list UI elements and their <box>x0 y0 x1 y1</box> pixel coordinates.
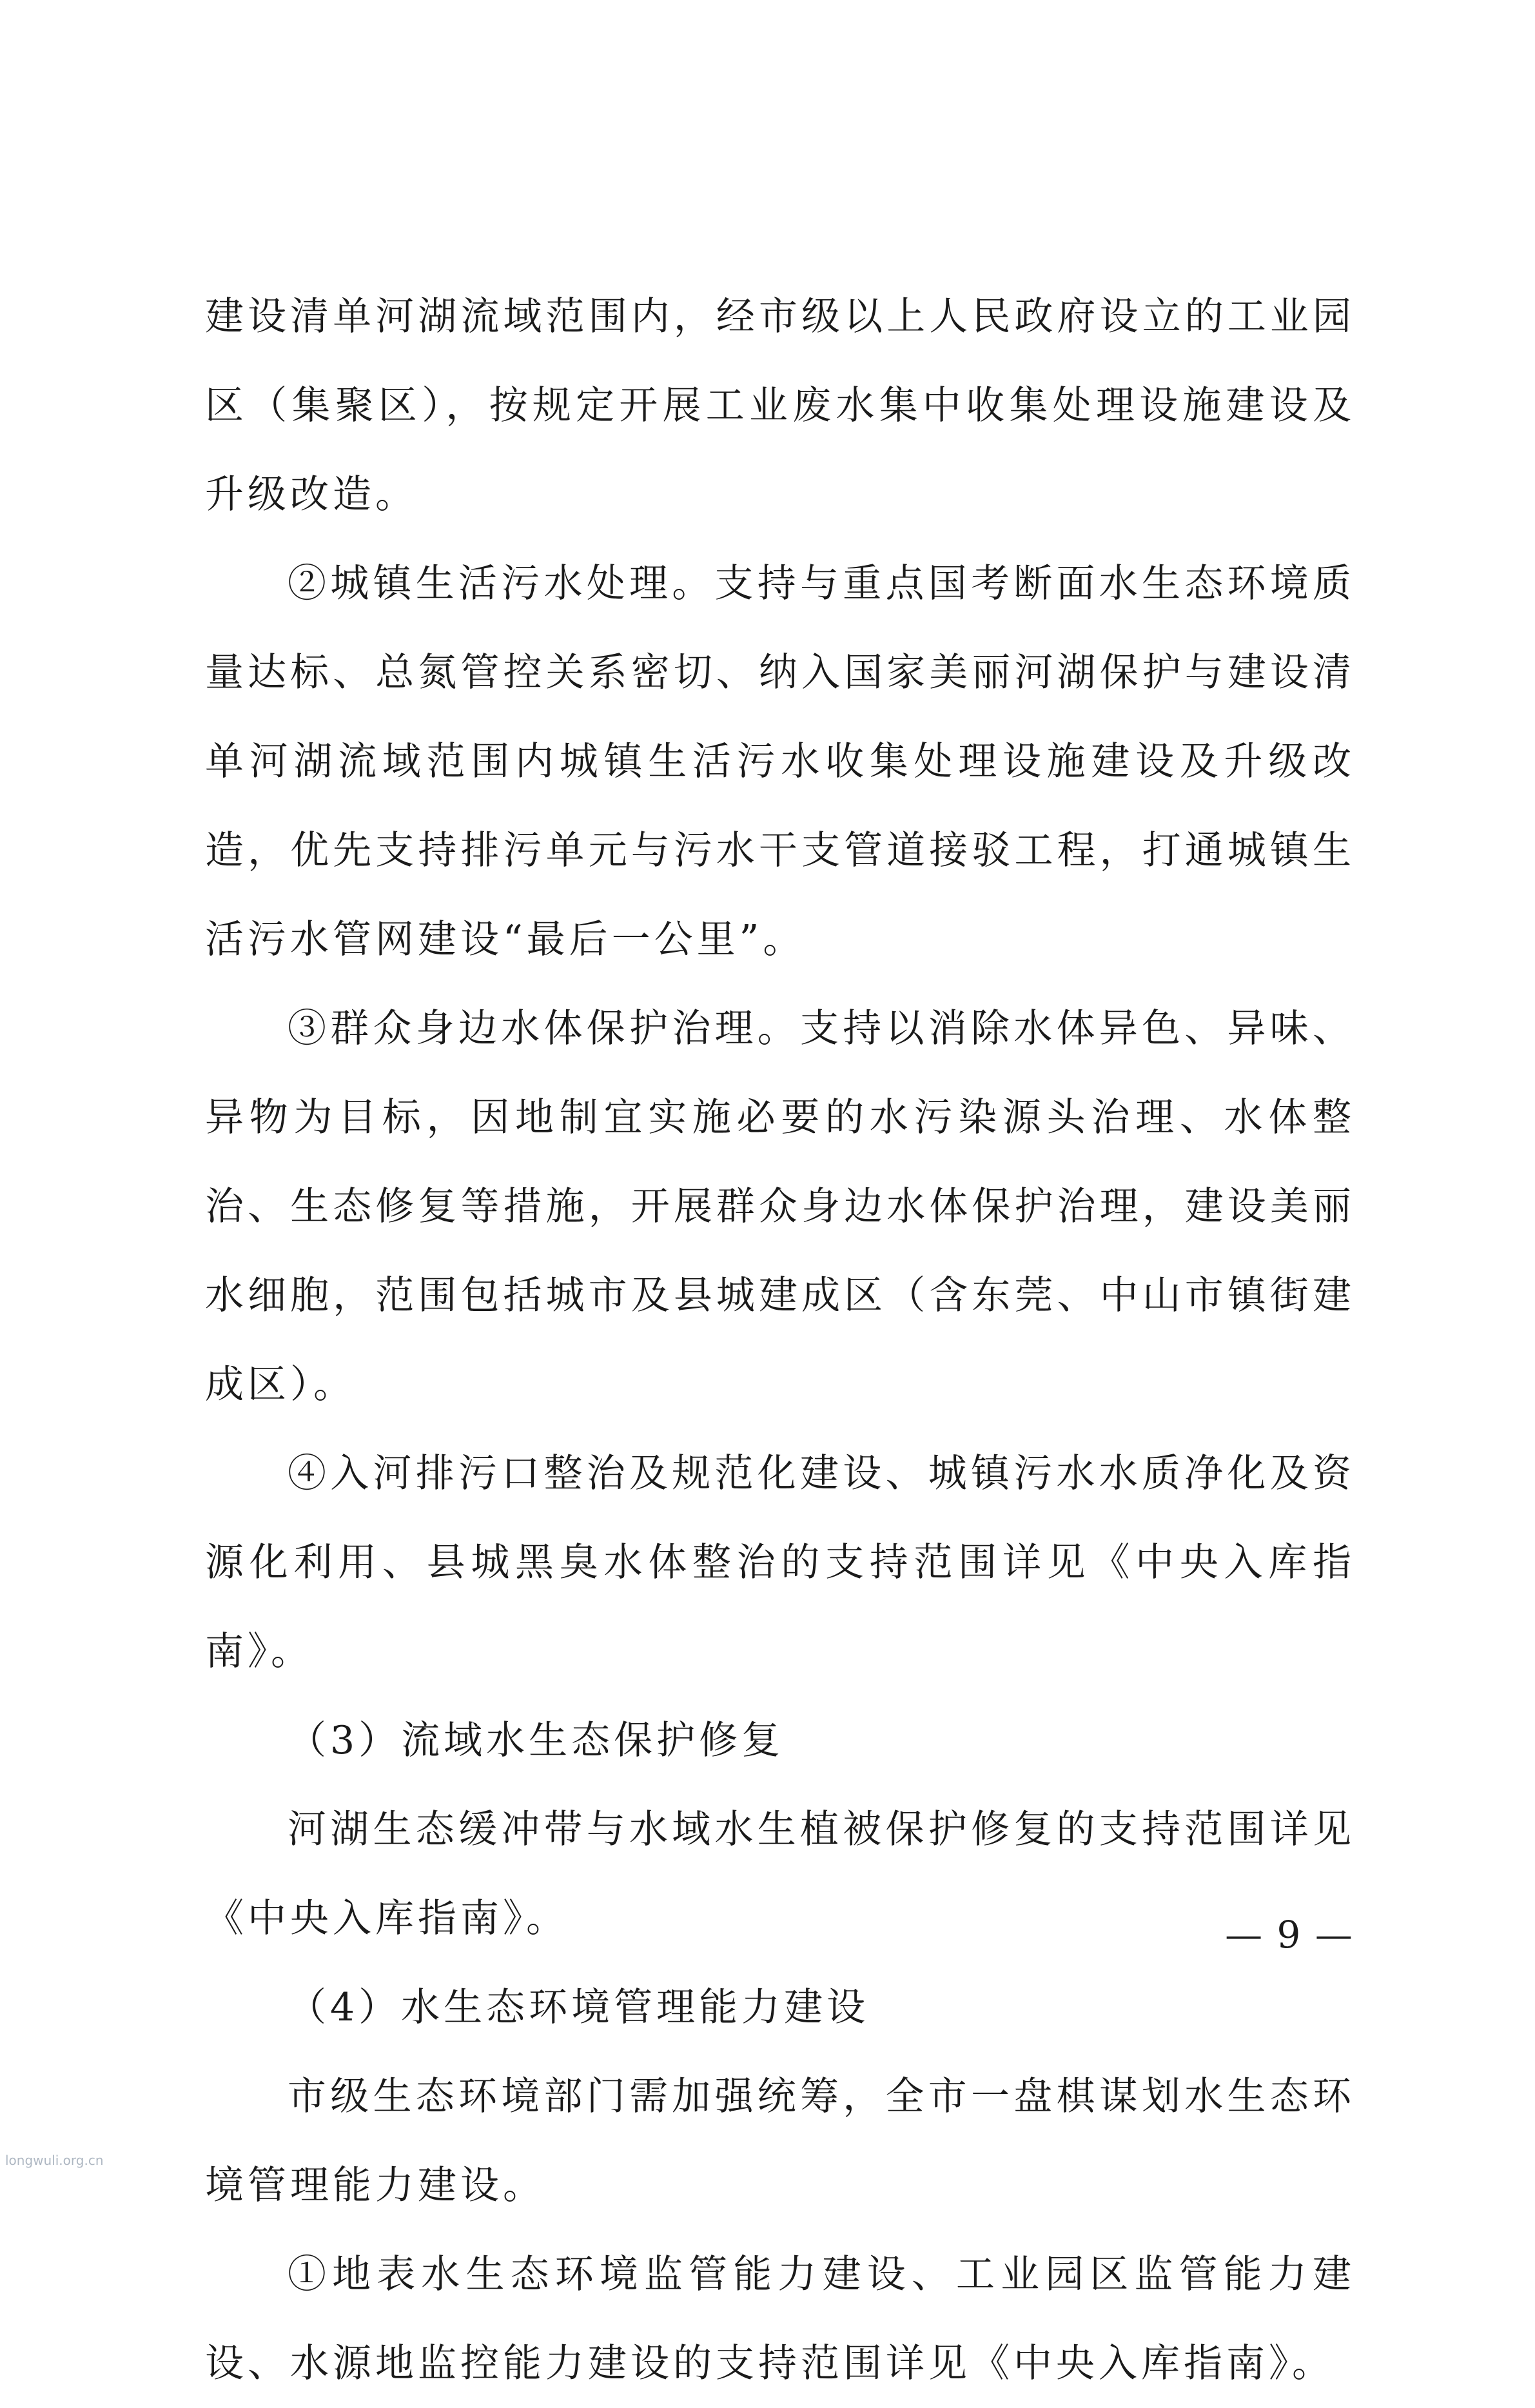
paragraph-outfall: ④入河排污口整治及规范化建设、城镇污水水质净化及资源化利用、县城黑臭水体整治的支持范围详见《中央入库指南》。 <box>205 1451 1355 1674</box>
document-body <box>205 272 1355 2408</box>
paragraph-coordination: 市级生态环境部门需加强统筹，全市一盘棋谋划水生态环境管理能力建设。 <box>205 2074 1355 2208</box>
paragraph-nearby-water: ③群众身边水体保护治理。支持以消除水体异色、异味、异物为目标，因地制宜实施必要的水污染源头治理、水体整治、生态修复等措施，开展群众身边水体保护治理，建设美丽水细胞，范围包括城市及县城建成区（含东莞、中山市镇街建成区）。 <box>205 1006 1355 1407</box>
section-heading-4: （4）水生态环境管理能力建设 <box>288 1985 870 2030</box>
paragraph-continuation: 建设清单河湖流域范围内，经市级以上人民政府设立的工业园区（集聚区），按规定开展工业废水集中收集处理设施建设及升级改造。 <box>205 294 1355 517</box>
watermark: longwuli.org.cn <box>5 2153 104 2168</box>
page-number: — 9 — <box>1225 1913 1354 1957</box>
section-heading-3: （3）流域水生态保护修复 <box>288 1718 785 1763</box>
paragraph-urban-sewage: ②城镇生活污水处理。支持与重点国考断面水生态环境质量达标、总氮管控关系密切、纳入国家美丽河湖保护与建设清单河湖流域范围内城镇生活污水收集处理设施建设及升级改造，优先支持排污单元与污水干支管道接驳工程，打通城镇生活污水管网建设“最后一公里”。 <box>205 561 1355 962</box>
paragraph-buffer-zone: 河湖生态缓冲带与水域水生植被保护修复的支持范围详见《中央入库指南》。 <box>205 1807 1355 1941</box>
paragraph-monitoring: ①地表水生态环境监管能力建设、工业园区监管能力建设、水源地监控能力建设的支持范围详见《中央入库指南》。 <box>205 2252 1355 2386</box>
